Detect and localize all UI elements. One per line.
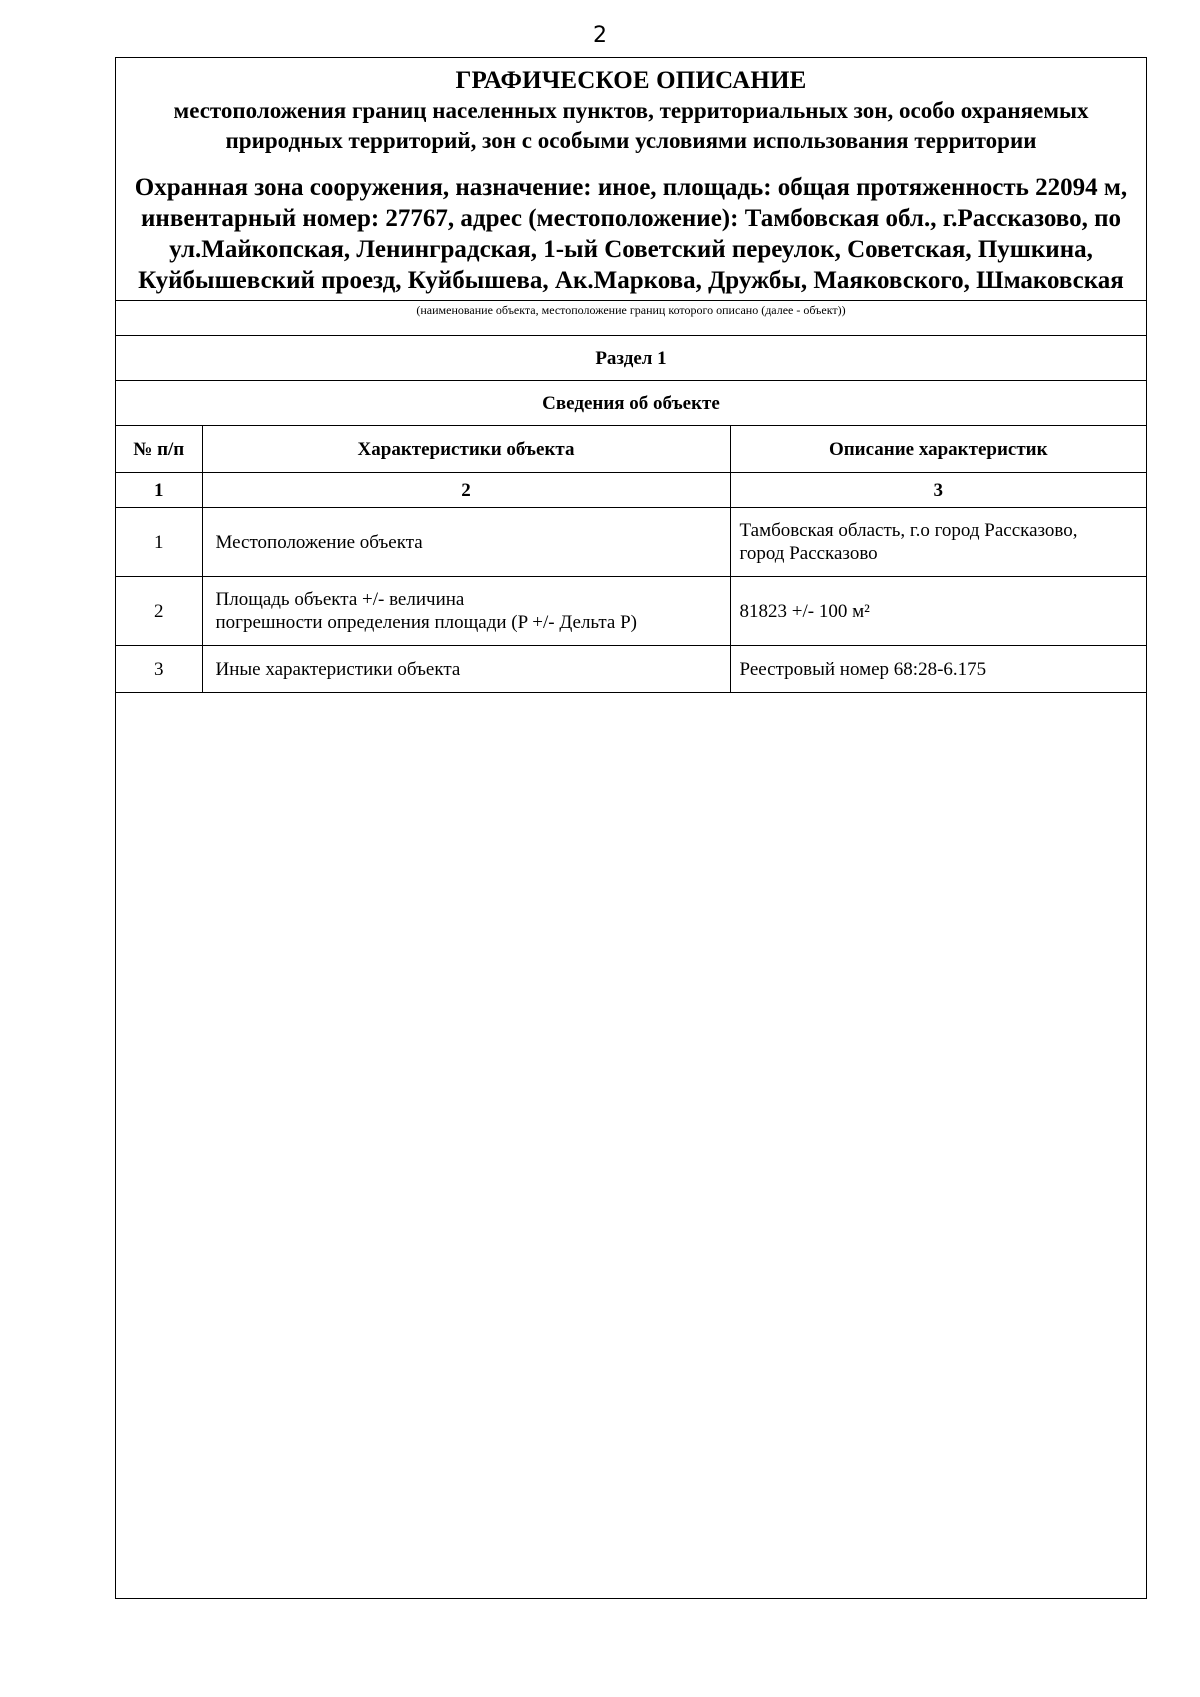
row-number: 3 <box>116 646 202 693</box>
column-number: 2 <box>202 473 730 508</box>
row-characteristic: Иные характеристики объекта <box>202 646 730 693</box>
page-number: 2 <box>593 23 607 48</box>
section-title: Раздел 1 <box>116 336 1146 381</box>
document-frame <box>115 57 1147 1599</box>
row-description-line: Тамбовская область, г.о город Рассказово, <box>739 520 1078 541</box>
row-number: 2 <box>116 577 202 646</box>
column-number-row <box>116 473 1146 508</box>
document-subtitle: местоположения границ населенных пунктов, территориальных зон, особо охраняемых природных территорий, зон с особыми условиями использования территории <box>173 98 1089 153</box>
row-description: 81823 +/- 100 м² <box>730 577 1146 646</box>
table-row <box>116 577 1146 646</box>
row-characteristic <box>202 577 730 646</box>
object-caption: (наименование объекта, местоположение границ которого описано (далее - объект)) <box>116 300 1146 335</box>
row-characteristic: Местоположение объекта <box>202 508 730 577</box>
header-num: № п/п <box>116 426 202 473</box>
table-header-row <box>116 426 1146 473</box>
document-title: ГРАФИЧЕСКОЕ ОПИСАНИЕ <box>455 67 807 94</box>
row-number: 1 <box>116 508 202 577</box>
row-description-line: город Рассказово <box>739 543 878 564</box>
column-number: 1 <box>116 473 202 508</box>
row-description <box>730 508 1146 577</box>
object-name: Охранная зона сооружения, назначение: иное, площадь: общая протяженность 22094 м, инвентарный номер: 27767, адрес (местоположение): Тамбовская обл., г.Рассказово, по ул.Майкопская, Ленинградская, 1-ый Советский переулок, Советская, Пушкина, Куйбышевский проезд, Куйбышева, Ак.Маркова, Дружбы, Маяковского, Шмаковская <box>134 174 1128 294</box>
header-characteristic: Характеристики объекта <box>202 426 730 473</box>
section-title-row <box>116 336 1146 381</box>
column-number: 3 <box>730 473 1146 508</box>
header-description: Описание характеристик <box>730 426 1146 473</box>
document-header <box>116 58 1146 296</box>
section-subtitle: Сведения об объекте <box>116 381 1146 426</box>
row-description: Реестровый номер 68:28-6.175 <box>730 646 1146 693</box>
table-row <box>116 646 1146 693</box>
object-info-table <box>116 335 1146 693</box>
section-subtitle-row <box>116 381 1146 426</box>
row-characteristic-line: Площадь объекта +/- величина <box>215 589 465 610</box>
row-characteristic-line: погрешности определения площади (P +/- Дельта P) <box>215 612 637 633</box>
table-row <box>116 508 1146 577</box>
